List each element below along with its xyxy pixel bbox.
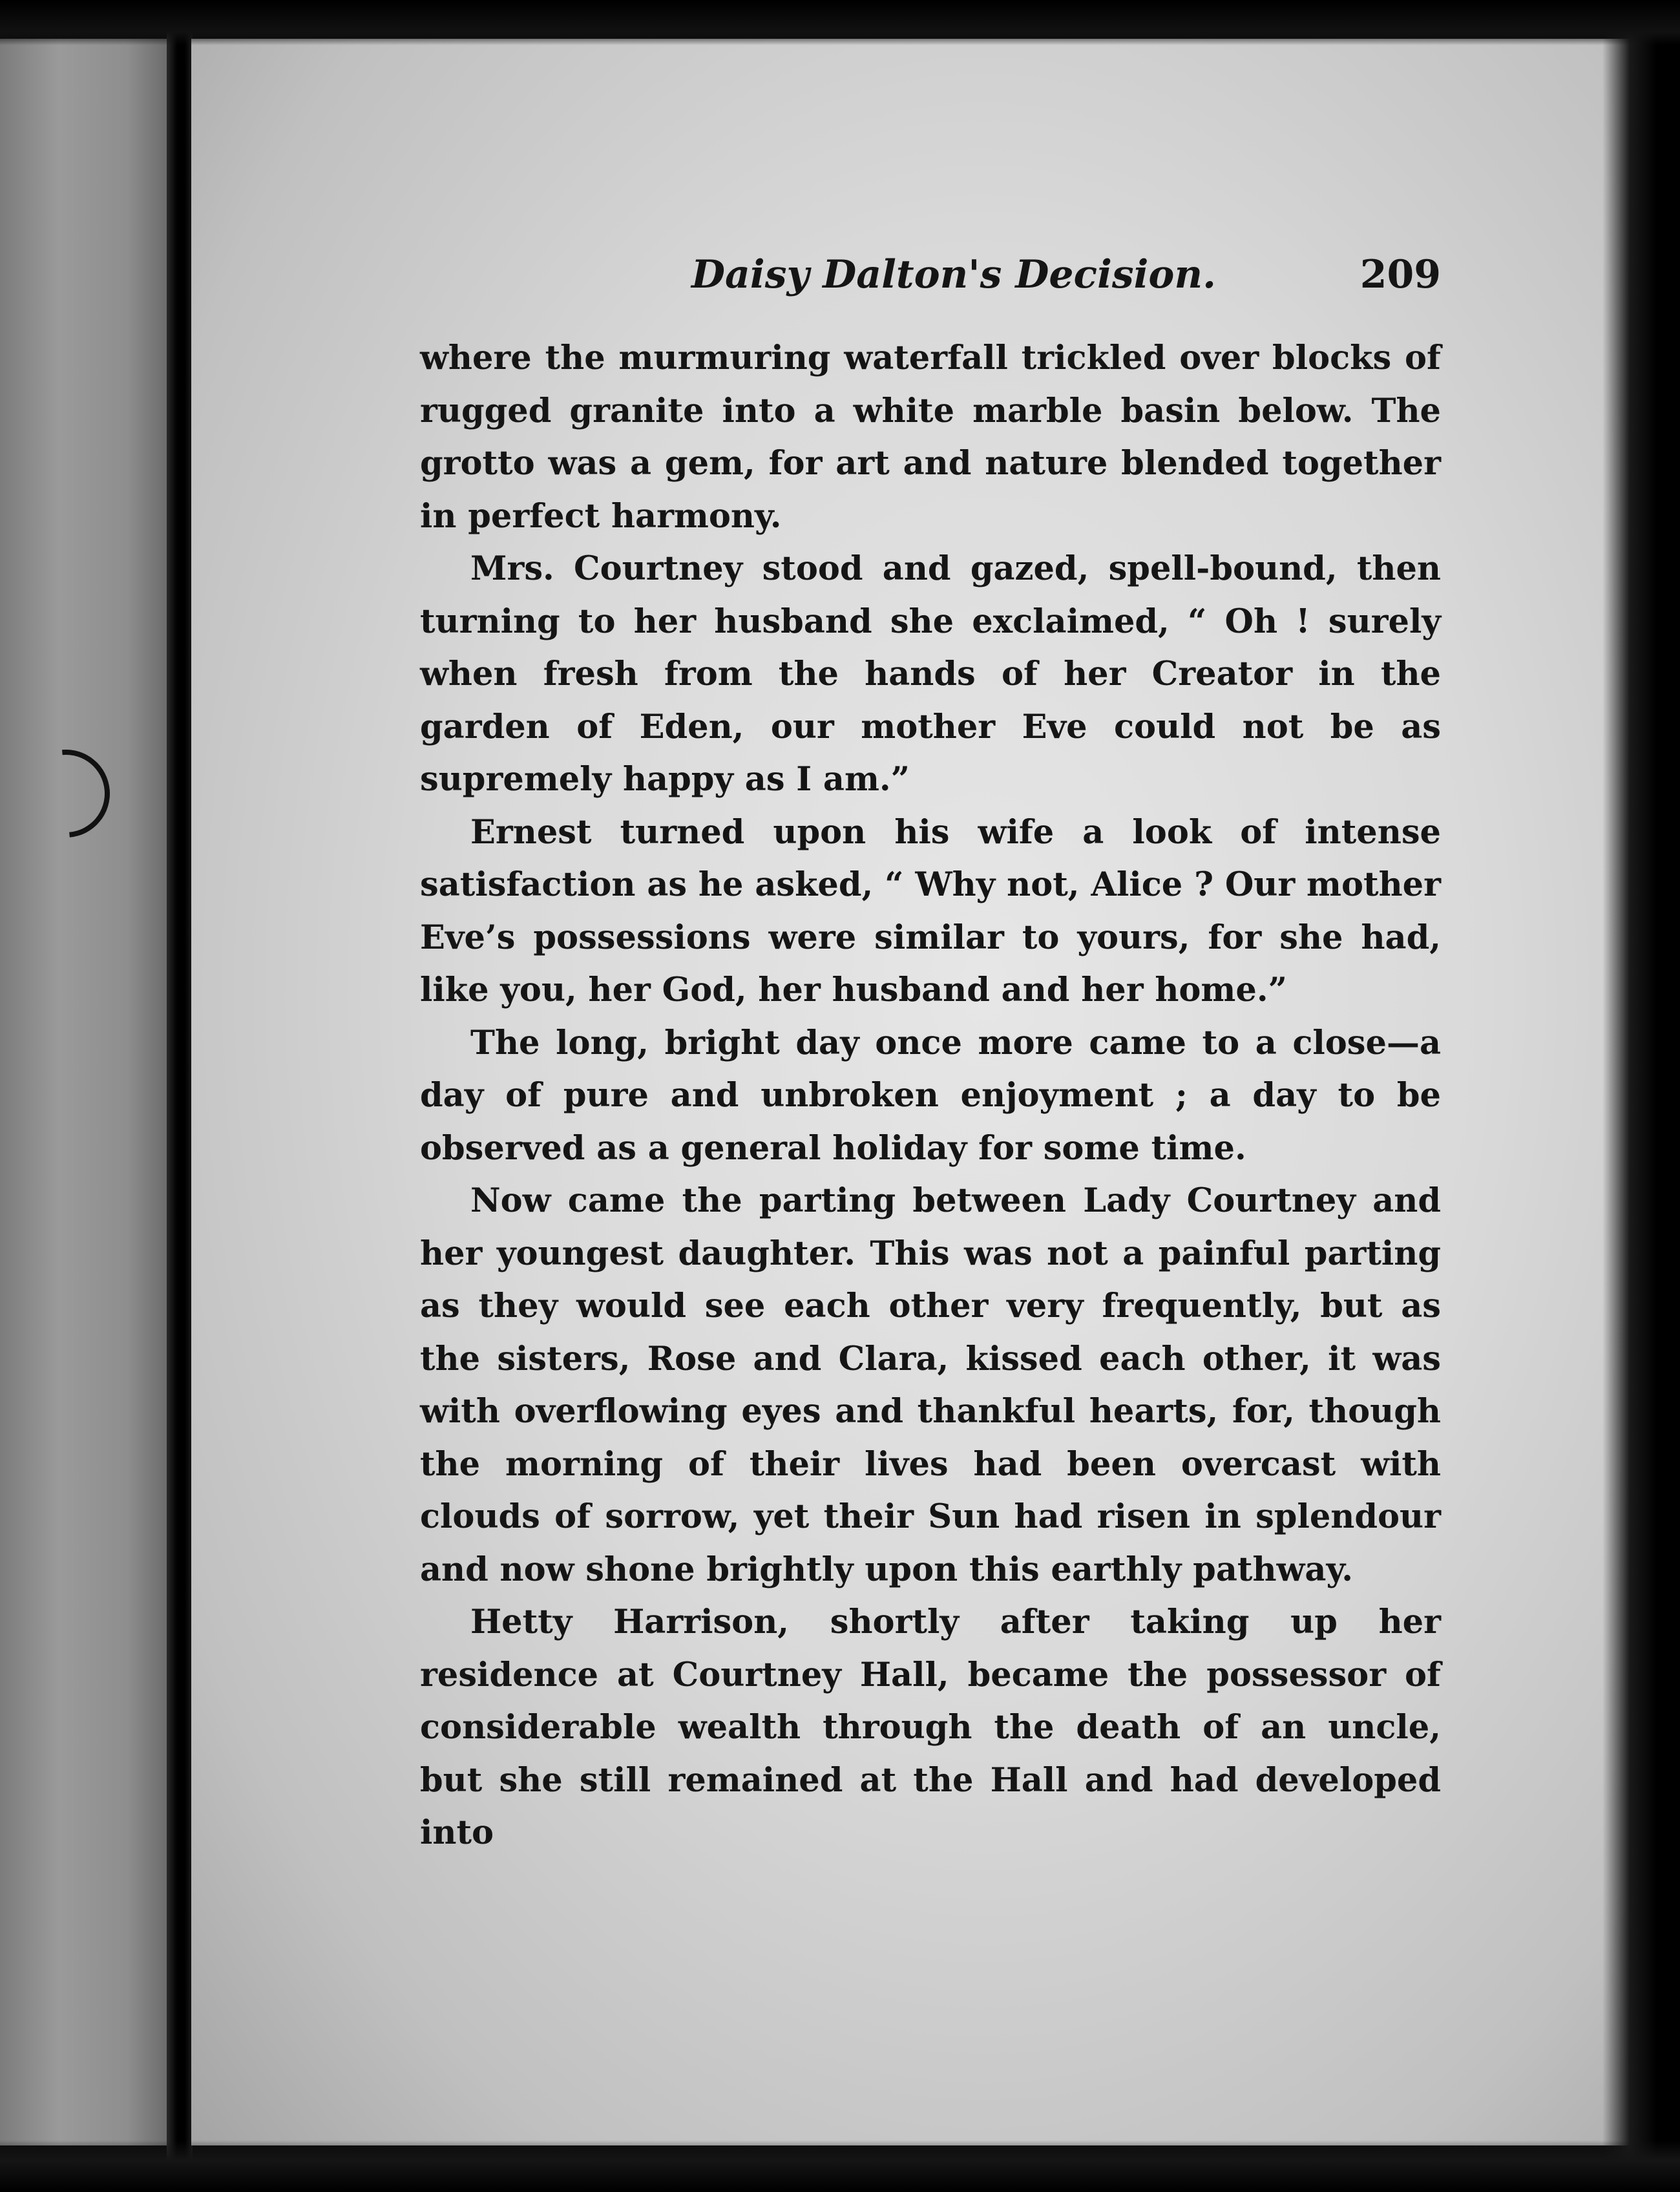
paragraph-5: Now came the parting between Lady Courtney and her youngest daughter. This was not a painful parting as they would see each other very frequently, but as the sisters, Rose and Clara, kissed each other, it was with overflowing eyes and thankful hearts, for, though the morning of their lives had been overcast with clouds of sorrow, yet their Sun had risen in splendour and now shone brightly upon this earthly pathway. xyxy=(420,1181,1441,1589)
left-page-edge xyxy=(0,39,169,2145)
body-text xyxy=(420,332,1441,1860)
running-head xyxy=(420,246,1441,304)
paragraph-3: Ernest turned upon his wife a look of intense satisfaction as he asked, “ Why not, Alice ? Our mother Eve’s possessions were similar to yours, for she had, like you, her God, her husband and her home.” xyxy=(420,812,1441,1009)
running-title: Daisy Dalton's Decision. xyxy=(691,252,1216,297)
bottom-scan-shadow xyxy=(0,2140,1680,2192)
right-scan-shadow xyxy=(1602,0,1680,2192)
paragraph-6: Hetty Harrison, shortly after taking up her residence at Courtney Hall, became the possessor of considerable wealth through the death of an uncle, but she still remained at the Hall and had developed into xyxy=(420,1603,1441,1852)
book-gutter xyxy=(167,26,193,2165)
top-scan-shadow xyxy=(0,0,1680,45)
paragraph-4: The long, bright day once more came to a close—a day of pure and unbroken enjoyment ; a day to be observed as a general holiday for some time. xyxy=(420,1023,1441,1168)
paragraph-1: where the murmuring waterfall trickled over blocks of rugged granite into a white marble basin below. The grotto was a gem, for art and nature blended together in perfect harmony. xyxy=(420,339,1441,536)
paragraph-2: Mrs. Courtney stood and gazed, spell-bound, then turning to her husband she exclaimed, “ Oh ! surely when fresh from the hands of her Creator in the garden of Eden, our mother Eve could not be as supremely happy as I am.” xyxy=(420,549,1441,799)
page-number: 209 xyxy=(1360,252,1441,297)
